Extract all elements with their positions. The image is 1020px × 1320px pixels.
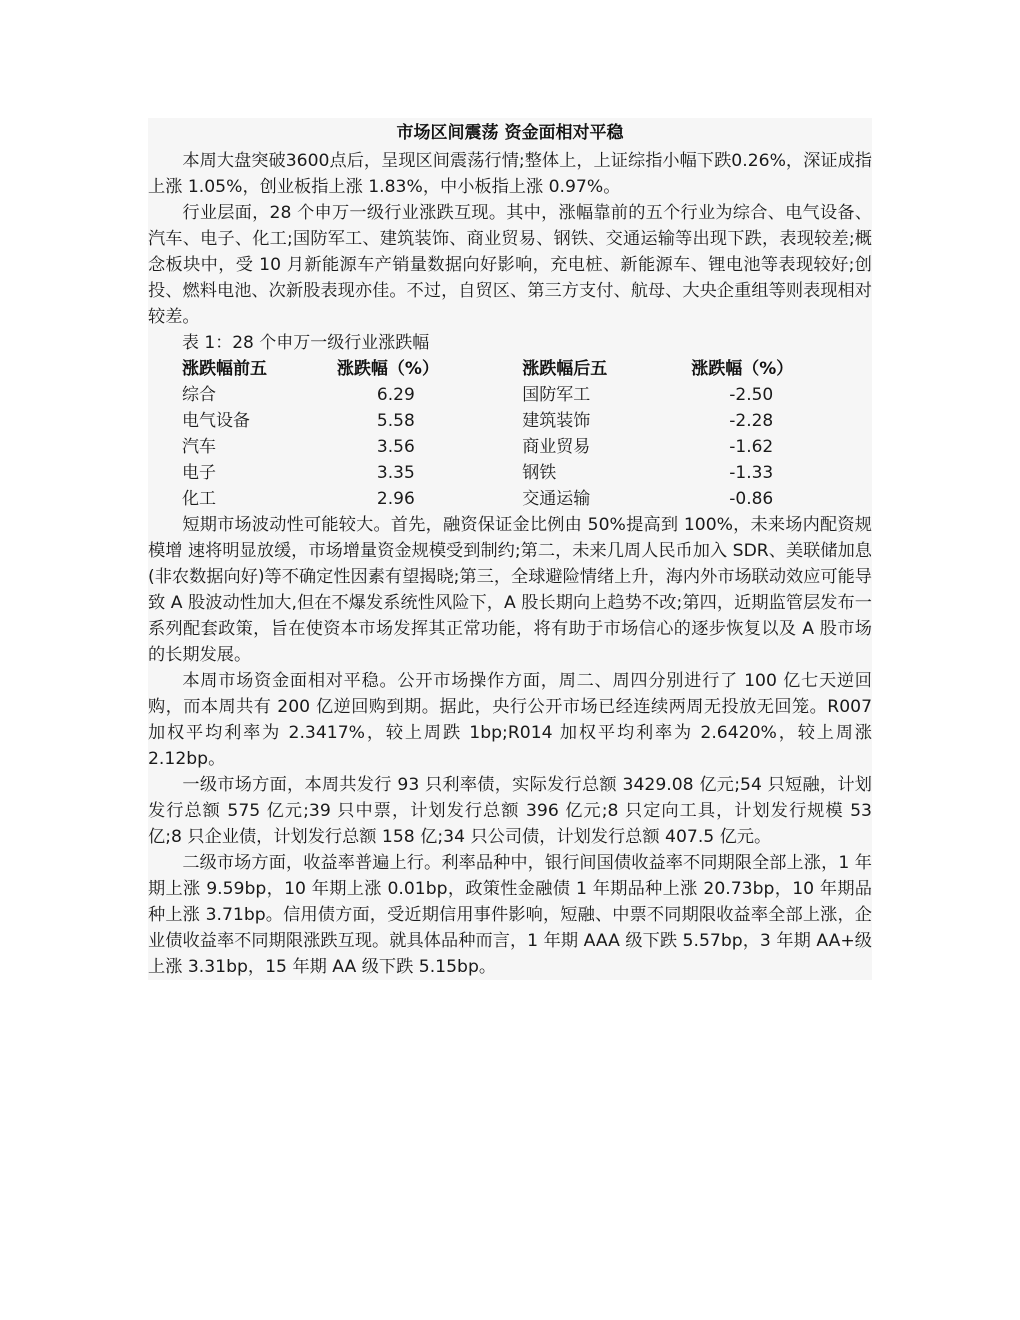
table-header-top5-change: 涨跌幅（%） <box>336 359 439 379</box>
top-industry-change: 3.35 <box>376 463 415 483</box>
top-industry-name: 电子 <box>182 463 216 483</box>
table-row <box>182 408 842 434</box>
bottom-industry-name: 钢铁 <box>522 463 557 483</box>
paragraph-liquidity: 本周市场资金面相对平稳。公开市场操作方面，周二、周四分别进行了 100 亿七天逆回购，而本周共有 200 亿逆回购到期。据此，央行公开市场已经连续两周无投放无回笼。R007 加权平均利率为 2.3417%，较上周跌 1bp;R014 加权平均利率为 2.6420%，较上周涨 2.12bp。 <box>148 671 872 769</box>
bottom-industry-name: 建筑装饰 <box>522 411 591 431</box>
top-industry-name: 电气设备 <box>182 411 250 431</box>
bottom-industry-change: -1.33 <box>729 463 774 483</box>
table-caption: 表 1：28 个申万一级行业涨跌幅 <box>182 333 430 353</box>
bottom-industry-change: -1.62 <box>729 437 774 457</box>
top-industry-name: 综合 <box>182 385 216 405</box>
industry-change-table <box>182 356 842 512</box>
document-title: 市场区间震荡 资金面相对平稳 <box>396 123 624 143</box>
top-industry-name: 汽车 <box>182 437 216 457</box>
top-industry-change: 3.56 <box>376 437 415 457</box>
top-industry-change: 2.96 <box>376 489 415 509</box>
paragraph-secondary-market: 二级市场方面，收益率普遍上行。利率品种中，银行间国债收益率不同期限全部上涨，1 年期上涨 9.59bp，10 年期上涨 0.01bp，政策性金融债 1 年期品种上涨 20.73bp，10 年期品种上涨 3.71bp。信用债方面，受近期信用事件影响，短融、中票不同期限收益率全部上涨，企业债收益率不同期限涨跌互现。就具体品种而言，1 年期 AAA 级下跌 5.57bp，3 年期 AA+级上涨 3.31bp，15 年期 AA 级下跌 5.15bp。 <box>148 853 872 977</box>
paragraph-market-overview: 本周大盘突破3600点后，呈现区间震荡行情;整体上，上证综指小幅下跌0.26%，深证成指上涨 1.05%，创业板指上涨 1.83%，中小板指上涨 0.97%。 <box>148 151 872 197</box>
table-row <box>182 486 842 512</box>
paragraph-industry: 行业层面，28 个申万一级行业涨跌互现。其中，涨幅靠前的五个行业为综合、电气设备、汽车、电子、化工;国防军工、建筑装饰、商业贸易、钢铁、交通运输等出现下跌，表现较差;概念板块中，受 10 月新能源车产销量数据向好影响，充电桩、新能源车、锂电池等表现较好;创投、燃料电池、次新股表现亦佳。不过，自贸区、第三方支付、航母、大央企重组等则表现相对较差。 <box>148 203 872 327</box>
table-row <box>182 460 842 486</box>
top-industry-change: 5.58 <box>376 411 415 431</box>
bottom-industry-name: 交通运输 <box>522 489 591 509</box>
bottom-industry-name: 国防军工 <box>522 385 591 405</box>
top-industry-name: 化工 <box>182 489 216 509</box>
paragraph-primary-market: 一级市场方面，本周共发行 93 只利率债，实际发行总额 3429.08 亿元;54 只短融，计划发行总额 575 亿元;39 只中票，计划发行总额 396 亿元;8 只定向工具，计划发行规模 53 亿;8 只企业债，计划发行总额 158 亿;34 只公司债，计划发行总额 407.5 亿元。 <box>148 775 872 847</box>
bottom-industry-change: -2.50 <box>729 385 774 405</box>
table-header-bottom5: 涨跌幅后五 <box>522 359 608 379</box>
table-header-bottom5-change: 涨跌幅（%） <box>691 359 794 379</box>
table-header-top5: 涨跌幅前五 <box>182 359 267 379</box>
document-page <box>148 118 872 980</box>
top-industry-change: 6.29 <box>376 385 415 405</box>
table-row <box>182 434 842 460</box>
bottom-industry-name: 商业贸易 <box>522 437 591 457</box>
table-header-row <box>182 356 842 382</box>
bottom-industry-change: -0.86 <box>729 489 774 509</box>
table-row <box>182 382 842 408</box>
bottom-industry-change: -2.28 <box>729 411 774 431</box>
paragraph-volatility: 短期市场波动性可能较大。首先，融资保证金比例由 50%提高到 100%，未来场内配资规模增 速将明显放缓，市场增量资金规模受到制约;第二，未来几周人民币加入 SDR、美联储加息(非农数据向好)等不确定性因素有望揭晓;第三，全球避险情绪上升，海内外市场联动效应可能导致 A 股波动性加大,但在不爆发系统性风险下，A 股长期向上趋势不改;第四，近期监管层发布一系列配套政策，旨在使资本市场发挥其正常功能，将有助于市场信心的逐步恢复以及 A 股市场的长期发展。 <box>148 515 872 665</box>
